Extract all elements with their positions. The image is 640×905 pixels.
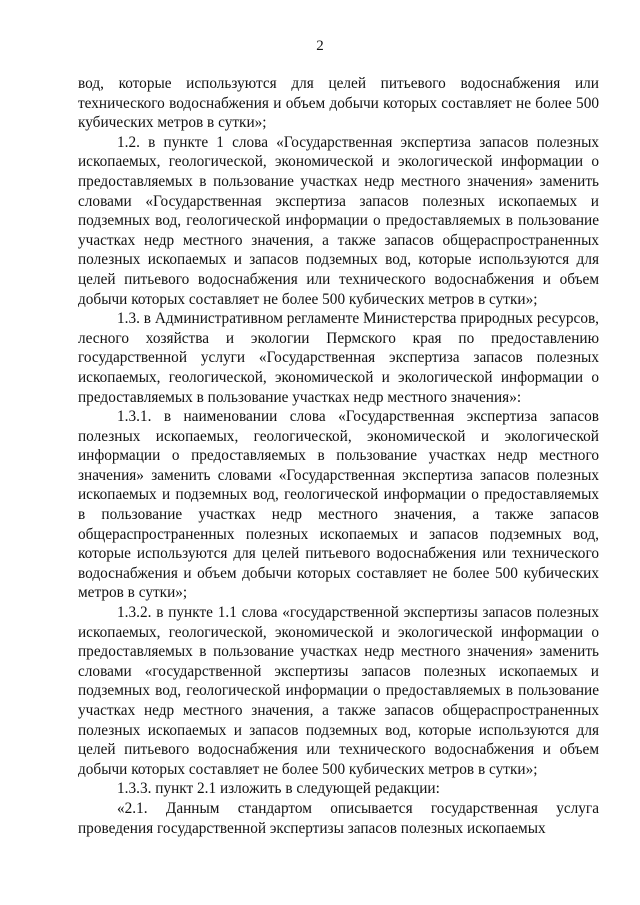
page-number: 2 [316, 38, 324, 54]
document-body [78, 74, 599, 838]
paragraph-1-2: 1.2. в пункте 1 слова «Государственная экспертиза запасов полезных ископаемых, геологической, экономической и экологической информации о предоставляемых в пользование участках недр местного значения» заменить словами «Государственная экспертиза запасов полезных ископаемых и подземных вод, геологической информации о предоставляемых в пользование участках недр местного значения, а также запасов общераспространенных полезных ископаемых и запасов подземных вод, которые используются для целей питьевого водоснабжения или технического водоснабжения и объем добычи которых составляет не более 500 кубических метров в сутки»; [78, 133, 599, 308]
paragraph-1-3-3: 1.3.3. пункт 2.1 изложить в следующей редакции: [117, 780, 440, 798]
paragraph-1-3-2: 1.3.2. в пункте 1.1 слова «государственной экспертизы запасов полезных ископаемых, геологической, экономической и экологической информации о предоставляемых в пользование участках недр местного значения» заменить словами «государственной экспертизы запасов полезных ископаемых и подземных вод, геологической информации о предоставляемых в пользование участках недр местного значения, а также запасов общераспространенных полезных ископаемых и запасов подземных вод, которые используются для целей питьевого водоснабжения или технического водоснабжения и объем добычи которых составляет не более 500 кубических метров в сутки»; [78, 604, 599, 778]
paragraph-continuation: вод, которые используются для целей питьевого водоснабжения или технического водоснабжения и объем добычи которых составляет не более 500 кубических метров в сутки»; [78, 75, 599, 132]
paragraph-1-3: 1.3. в Административном регламенте Министерства природных ресурсов, лесного хозяйства и экологии Пермского края по предоставлению государственной услуги «Государственная экспертиза запасов полезных ископаемых, геологической, экономической и экологической информации о предоставляемых в пользование участках недр местного значения»: [78, 310, 600, 406]
paragraph-1-3-1: 1.3.1. в наименовании слова «Государственная экспертиза запасов полезных ископаемых, геологической, экономической и экологической информации о предоставляемых в пользование участках недр местного значения» заменить словами «Государственная экспертиза запасов полезных ископаемых и подземных вод, геологической информации о предоставляемых в пользование участках недр местного значения, а также запасов общераспространенных полезных ископаемых и запасов подземных вод, которые используются для целей питьевого водоснабжения или технического водоснабжения и объем добычи которых составляет не более 500 кубических метров в сутки»; [78, 408, 599, 602]
paragraph-2-1: «2.1. Данным стандартом описывается государственная услуга проведения государственной экспертизы запасов полезных ископаемых [78, 799, 599, 837]
